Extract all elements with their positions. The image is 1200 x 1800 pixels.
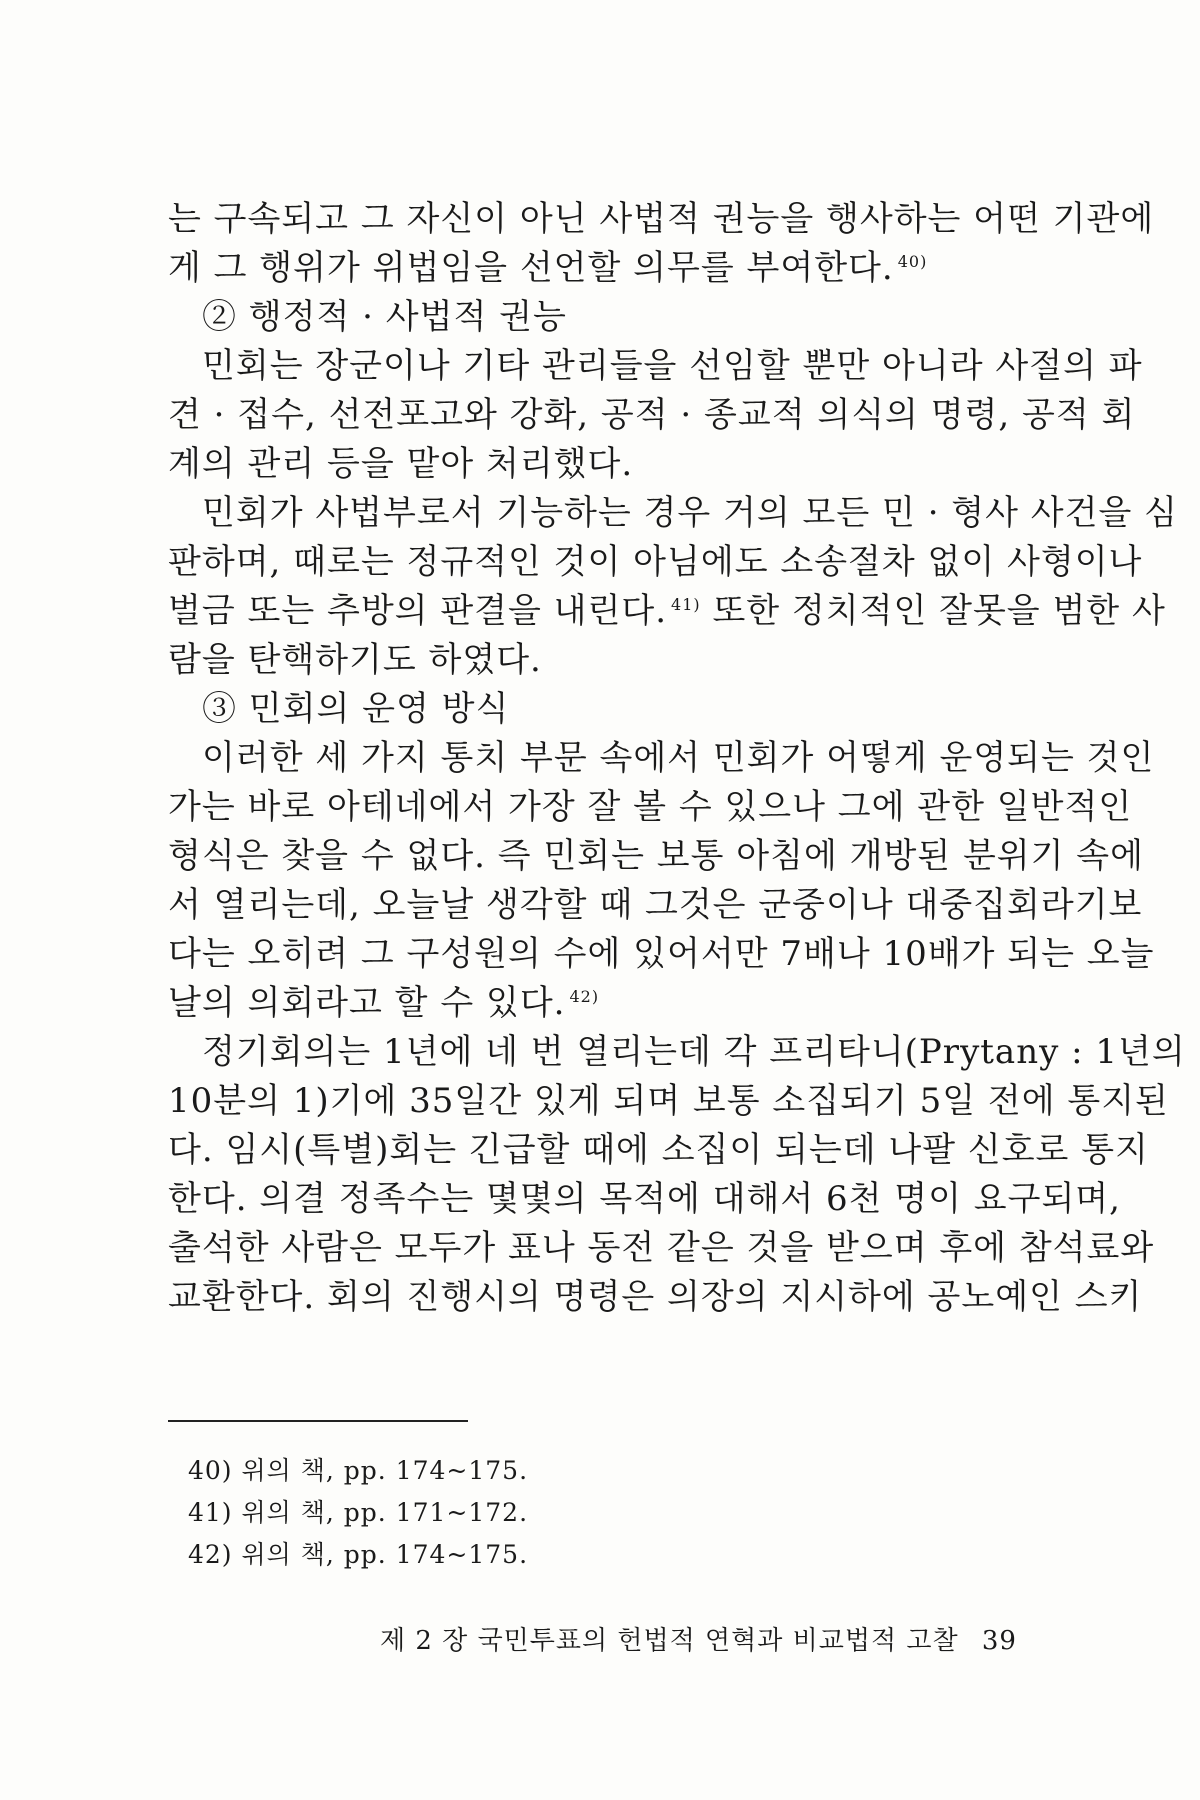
text-segment: 벌금 또는 추방의 판결을 내린다. [168, 591, 668, 631]
footnote-reference: 42) [569, 986, 600, 1006]
text-line: 민회는 장군이나 기타 관리들을 선임할 뿐만 아니라 사절의 파 [202, 346, 1143, 386]
text-line: 출석한 사람은 모두가 표나 동전 같은 것을 받으며 후에 참석료와 [168, 1228, 1155, 1268]
footnote-divider [168, 1420, 468, 1422]
text-line: 판하며, 때로는 정규적인 것이 아님에도 소송절차 없이 사형이나 [168, 542, 1143, 582]
footnote-reference: 40) [897, 251, 928, 271]
section-heading: ② 행정적 · 사법적 권능 [202, 297, 567, 337]
text-line: 민회가 사법부로서 기능하는 경우 거의 모든 민 · 형사 사건을 심 [202, 493, 1178, 533]
chapter-title: 제 2 장 국민투표의 헌법적 연혁과 비교법적 고찰 [380, 1626, 959, 1656]
text-segment: 또한 정치적인 잘못을 범한 사 [712, 591, 1166, 631]
text-line: 다는 오히려 그 구성원의 수에 있어서만 7배나 10배가 되는 오늘 [168, 934, 1155, 974]
body-text [168, 195, 1186, 1322]
text-line: 는 구속되고 그 자신이 아닌 사법적 권능을 행사하는 어떤 기관에 [168, 199, 1155, 239]
text-line: 10분의 1)기에 35일간 있게 되며 보통 소집되기 5일 전에 통지된 [168, 1081, 1169, 1121]
footnote-reference: 41) [671, 594, 701, 614]
footnotes [188, 1450, 528, 1576]
running-footer [380, 1620, 1017, 1657]
text-line: 계의 관리 등을 맡아 처리했다. [168, 444, 634, 484]
footnote: 42) 위의 책, pp. 174~175. [188, 1540, 529, 1569]
text-line [168, 244, 1018, 293]
text-line: 교환한다. 회의 진행시의 명령은 의장의 지시하에 공노예인 스키 [168, 1277, 1143, 1317]
text-line: 견 · 접수, 선전포고와 강화, 공적 · 종교적 의식의 명령, 공적 회 [168, 395, 1136, 435]
text-line: 이러한 세 가지 통치 부문 속에서 민회가 어떻게 운영되는 것인 [202, 738, 1155, 778]
text-segment: 날의 의회라고 할 수 있다. [168, 983, 566, 1023]
text-line: 람을 탄핵하기도 하였다. [168, 640, 542, 680]
page-number: 39 [981, 1626, 1017, 1656]
text-line: 서 열리는데, 오늘날 생각할 때 그것은 군중이나 대중집회라기보 [168, 885, 1143, 925]
text-line: 다. 임시(특별)회는 긴급할 때에 소집이 되는데 나팔 신호로 통지 [168, 1130, 1149, 1170]
footnote: 40) 위의 책, pp. 174~175. [188, 1456, 529, 1485]
text-line [168, 979, 1018, 1028]
text-line: 정기회의는 1년에 네 번 열리는데 각 프리타니(Prytany : 1년의 [202, 1032, 1186, 1072]
text-line: 가는 바로 아테네에서 가장 잘 볼 수 있으나 그에 관한 일반적인 [168, 787, 1133, 827]
text-segment: 게 그 행위가 위법임을 선언할 의무를 부여한다. [168, 248, 894, 288]
text-line [168, 587, 1166, 636]
text-line: 형식은 찾을 수 없다. 즉 민회는 보통 아침에 개방된 분위기 속에 [168, 836, 1144, 876]
section-heading: ③ 민회의 운영 방식 [202, 689, 510, 729]
text-line: 한다. 의결 정족수는 몇몇의 목적에 대해서 6천 명이 요구되며, [168, 1179, 1121, 1219]
footnote: 41) 위의 책, pp. 171~172. [188, 1498, 529, 1527]
